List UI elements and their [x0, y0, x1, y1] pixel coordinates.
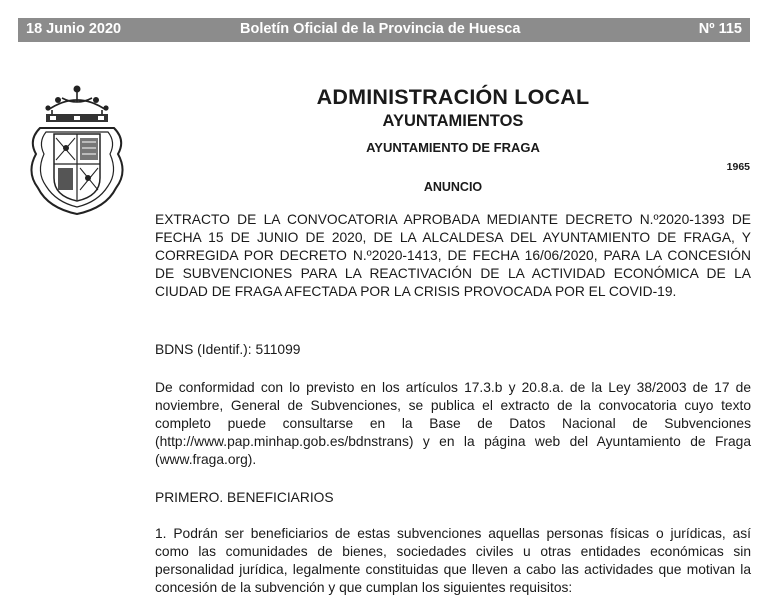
page-header — [18, 18, 750, 42]
beneficiaries-paragraph: 1. Podrán ser beneficiarios de estas subvenciones aquellas personas físicas o jurídicas, así como las comunidades de bienes, sociedades civiles u otras entidades económicas sin personalidad jurídica, legalmente constituidas que lleven a cabo las actividades que motivan la concesión de la subvención y que cumplan los siguientes requisitos: — [155, 526, 751, 595]
bdns-identifier: BDNS (Identif.): 511099 — [155, 342, 301, 357]
section-title: ADMINISTRACIÓN LOCAL — [316, 85, 590, 109]
entity-name: AYUNTAMIENTO DE FRAGA — [366, 140, 540, 155]
reference-number: 1965 — [726, 161, 750, 173]
conformity-paragraph: De conformidad con lo previsto en los artículos 17.3.b y 20.8.a. de la Ley 38/2003 de 17 de noviembre, General de Subvenciones, se publica el extracto de la convocatoria cuyo texto completo puede consultarse en la Base de Datos Nacional de Subvenciones (http://www.pap.minhap.gob.es/bdnstrans) y en la página web del Ayuntamiento de Fraga (www.fraga.org). — [155, 380, 751, 467]
extract-paragraph: EXTRACTO DE LA CONVOCATORIA APROBADA MEDIANTE DECRETO N.º2020-1393 DE FECHA 15 DE JUNIO DE 2020, DE LA ALCALDESA DEL AYUNTAMIENTO DE FRAGA, Y CORREGIDA POR DECRETO N.º2020-1413, DE FECHA 16/06/2020, PARA LA CONCESIÓN DE SUBVENCIONES PARA LA REACTIVACIÓN DE LA ACTIVIDAD ECONÓMICA DE LA CIUDAD DE FRAGA AFECTADA POR LA CRISIS PROVOCADA POR EL COVID-19. — [155, 212, 751, 299]
header-publication: Boletín Oficial de la Provincia de Huesca — [240, 21, 521, 37]
header-date: 18 Junio 2020 — [26, 21, 122, 37]
section-subtitle: AYUNTAMIENTOS — [382, 112, 524, 130]
first-section-heading: PRIMERO. BENEFICIARIOS — [155, 490, 334, 505]
notice-heading: ANUNCIO — [423, 180, 483, 194]
header-issue-number: Nº 115 — [698, 21, 742, 37]
coat-of-arms-icon — [18, 80, 136, 218]
